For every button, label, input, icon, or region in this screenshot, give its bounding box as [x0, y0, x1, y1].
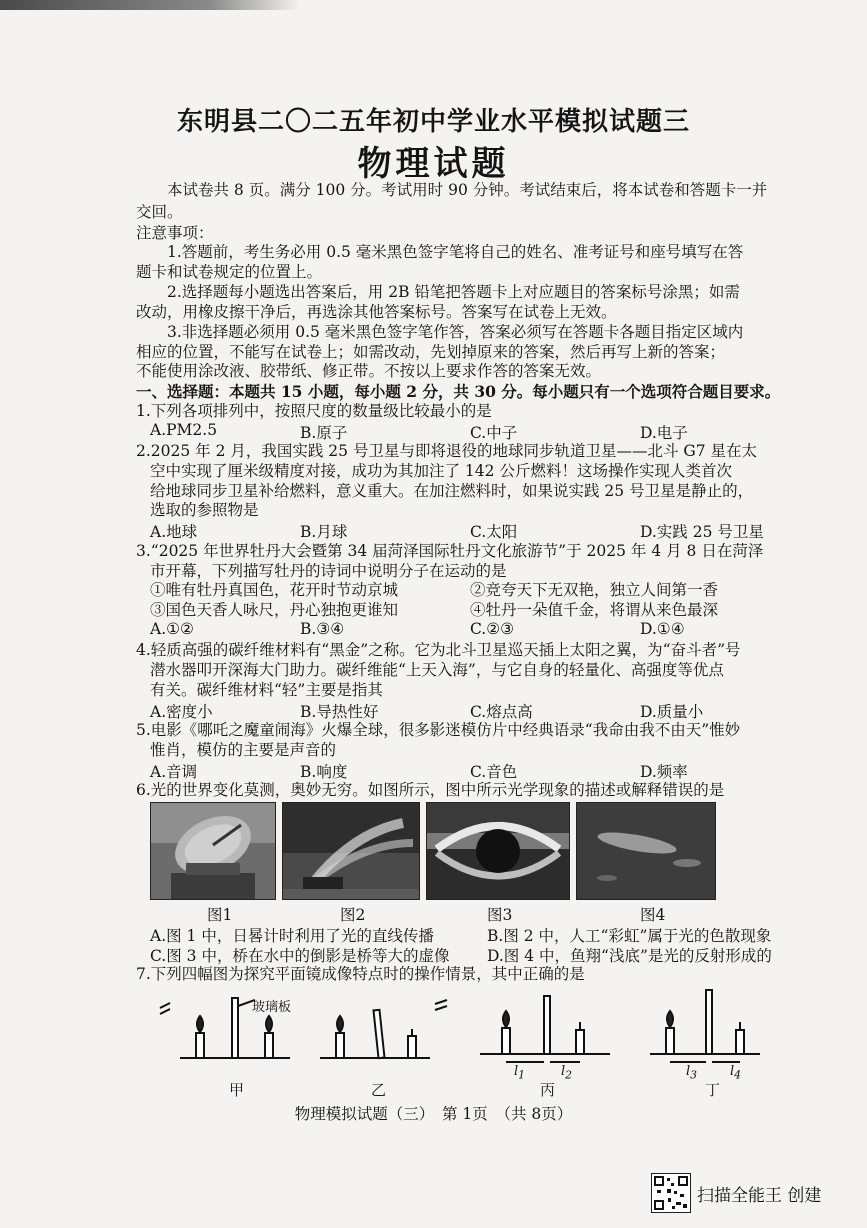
- q3-poem-3: ③国色天香人咏尺，丹心独抱更谁知: [150, 601, 399, 619]
- q2-line-4: 选取的参照物是: [150, 501, 259, 519]
- q1-stem: 1.下列各项排列中，按照尺度的数量级比较最小的是: [136, 402, 492, 420]
- notice-1a: 1.答题前，考生务必用 0.5 毫米黑色签字笔将自己的姓名、准考证号和座号填写在答: [167, 243, 744, 261]
- diagram-ding-label: 丁: [705, 1081, 721, 1099]
- q2-line-3: 给地球同步卫星补给燃料，意义重大。在加注燃料时，如果说实践 25 号卫星是静止的，: [150, 482, 754, 500]
- q2-line-2: 空中实现了厘米级精度对接，成功为其加注了 142 公斤燃料！这场操作实现人类首次: [150, 462, 732, 480]
- length-l2-label: $l_2$: [561, 1064, 573, 1082]
- exam-title: 东明县二〇二五年初中学业水平模拟试题三: [176, 107, 690, 137]
- q4-line-1: 4.轻质高强的碳纤维材料有“黑金”之称。它为北斗卫星巡天插上太阳之翼，为“奋斗者”号: [136, 641, 741, 659]
- q1-option-b: B.原子: [300, 424, 348, 442]
- q3-poem-4: ④牡丹一朵值千金，将谓从来色最深: [470, 601, 719, 619]
- q3-option-d: D.①④: [640, 620, 685, 638]
- q6-option-b: B.图 2 中，人工“彩虹”属于光的色散现象: [487, 927, 772, 945]
- q6-option-c: C.图 3 中，桥在水中的倒影是桥等大的虚像: [150, 947, 450, 965]
- diagram-bing-label: 丙: [540, 1081, 556, 1099]
- q5-line-2: 惟肖，模仿的主要是声音的: [150, 741, 337, 759]
- q5-option-b: B.响度: [300, 763, 348, 781]
- figure-1-caption: 图1: [207, 906, 233, 924]
- q3-option-c: C.②③: [470, 620, 515, 638]
- notice-1b: 题卡和试卷规定的位置上。: [136, 263, 323, 281]
- q2-line-1: 2.2025 年 2 月，我国实践 25 号卫星与即将退役的地球同步轨道卫星——北斗 G7 星在太: [136, 442, 758, 460]
- intro-line-1: 本试卷共 8 页。满分 100 分。考试用时 90 分钟。考试结束后，将本试卷和答题卡一并: [167, 181, 768, 199]
- figure-3-caption: 图3: [487, 906, 513, 924]
- q5-option-d: D.频率: [640, 763, 688, 781]
- figure-1-sundial-photo: [150, 802, 276, 900]
- q5-option-c: C.音色: [470, 763, 518, 781]
- notice-3c: 不能使用涂改液、胶带纸、修正带。不按以上要求作答的答案无效。: [136, 362, 602, 380]
- q4-option-b: B.导热性好: [300, 703, 379, 721]
- q3-option-a: A.①②: [150, 620, 194, 638]
- q6-option-a: A.图 1 中，日晷计时利用了光的直线传播: [150, 927, 434, 945]
- figure-2-rainbow-fountain-photo: [282, 802, 420, 900]
- q3-line-2: 市开幕，下列描写牡丹的诗词中说明分子在运动的是: [150, 562, 507, 580]
- scan-edge-shadow: [0, 0, 300, 10]
- q5-line-1: 5.电影《哪吒之魔童闹海》火爆全球，很多影迷模仿片中经典语录“我命由我不由天”惟妙: [136, 721, 741, 739]
- length-l3-label: $l_3$: [686, 1064, 698, 1082]
- q2-option-a: A.地球: [150, 523, 198, 541]
- q1-option-a: A.PM2.5: [150, 421, 218, 439]
- figure-4-caption: 图4: [640, 906, 666, 924]
- q2-option-d: D.实践 25 号卫星: [640, 523, 764, 541]
- section-heading: 一、选择题：本题共 15 小题，每小题 2 分，共 30 分。每小题只有一个选项符合题目要求。: [136, 382, 781, 401]
- glass-plate-label: 玻璃板: [252, 1000, 292, 1015]
- q7-stem: 7.下列四幅图为探究平面镜成像特点时的操作情景，其中正确的是: [136, 965, 585, 983]
- q3-option-b: B.③④: [300, 620, 345, 638]
- notice-heading: 注意事项：: [136, 224, 214, 242]
- q3-line-1: 3.“2025 年世界牡丹大会暨第 34 届菏泽国际牡丹文化旅游节”于 2025 年 4 月 8 日在菏泽: [136, 542, 764, 560]
- length-l1-label: $l_1$: [514, 1064, 526, 1082]
- qr-code-icon: [651, 1173, 691, 1213]
- page-footer: 物理模拟试题（三） 第 1页 （共 8页）: [294, 1105, 573, 1123]
- q7-mirror-diagrams: [140, 988, 760, 1070]
- q2-option-b: B.月球: [300, 523, 348, 541]
- figure-3-bridge-reflection-photo: [426, 802, 570, 900]
- q5-option-a: A.音调: [150, 763, 198, 781]
- intro-line-2: 交回。: [136, 203, 183, 221]
- notice-3a: 3.非选择题必须用 0.5 毫米黑色签字笔作答，答案必须写在答题卡各题目指定区域内: [167, 323, 744, 341]
- notice-2a: 2.选择题每小题选出答案后，用 2B 铅笔把答题卡上对应题目的答案标号涂黑；如需: [167, 283, 740, 301]
- figure-2-caption: 图2: [340, 906, 366, 924]
- length-l4-label: $l_4$: [730, 1064, 742, 1082]
- q3-poem-1: ①唯有牡丹真国色，花开时节动京城: [150, 581, 399, 599]
- scanner-brand-label: 扫描全能王 创建: [697, 1186, 822, 1206]
- notice-3b: 相应的位置，不能写在试卷上；如需改动，先划掉原来的答案，然后再写上新的答案；: [136, 343, 726, 361]
- q6-stem: 6.光的世界变化莫测，奥妙无穷。如图所示，图中所示光学现象的描述或解释错误的是: [136, 781, 725, 799]
- notice-2b: 改动，用橡皮擦干净后，再选涂其他答案标号。答案写在试卷上无效。: [136, 303, 617, 321]
- q3-poem-2: ②竞夸天下无双艳，独立人间第一香: [470, 581, 719, 599]
- q2-option-c: C.太阳: [470, 523, 518, 541]
- q4-line-3: 有关。碳纤维材料“轻”主要是指其: [150, 681, 383, 699]
- q4-option-d: D.质量小: [640, 703, 704, 721]
- diagram-jia-label: 甲: [229, 1081, 245, 1099]
- q6-option-d: D.图 4 中，鱼翔“浅底”是光的反射形成的: [487, 947, 772, 965]
- subject-title: 物理试题: [357, 144, 510, 184]
- q1-option-c: C.中子: [470, 424, 518, 442]
- figure-4-fish-photo: [576, 802, 716, 900]
- q4-line-2: 潜水器叩开深海大门助力。碳纤维能“上天入海”，与它自身的轻量化、高强度等优点: [150, 661, 724, 679]
- q1-option-d: D.电子: [640, 424, 688, 442]
- q4-option-c: C.熔点高: [470, 703, 533, 721]
- q4-option-a: A.密度小: [150, 703, 213, 721]
- diagram-yi-label: 乙: [371, 1081, 387, 1099]
